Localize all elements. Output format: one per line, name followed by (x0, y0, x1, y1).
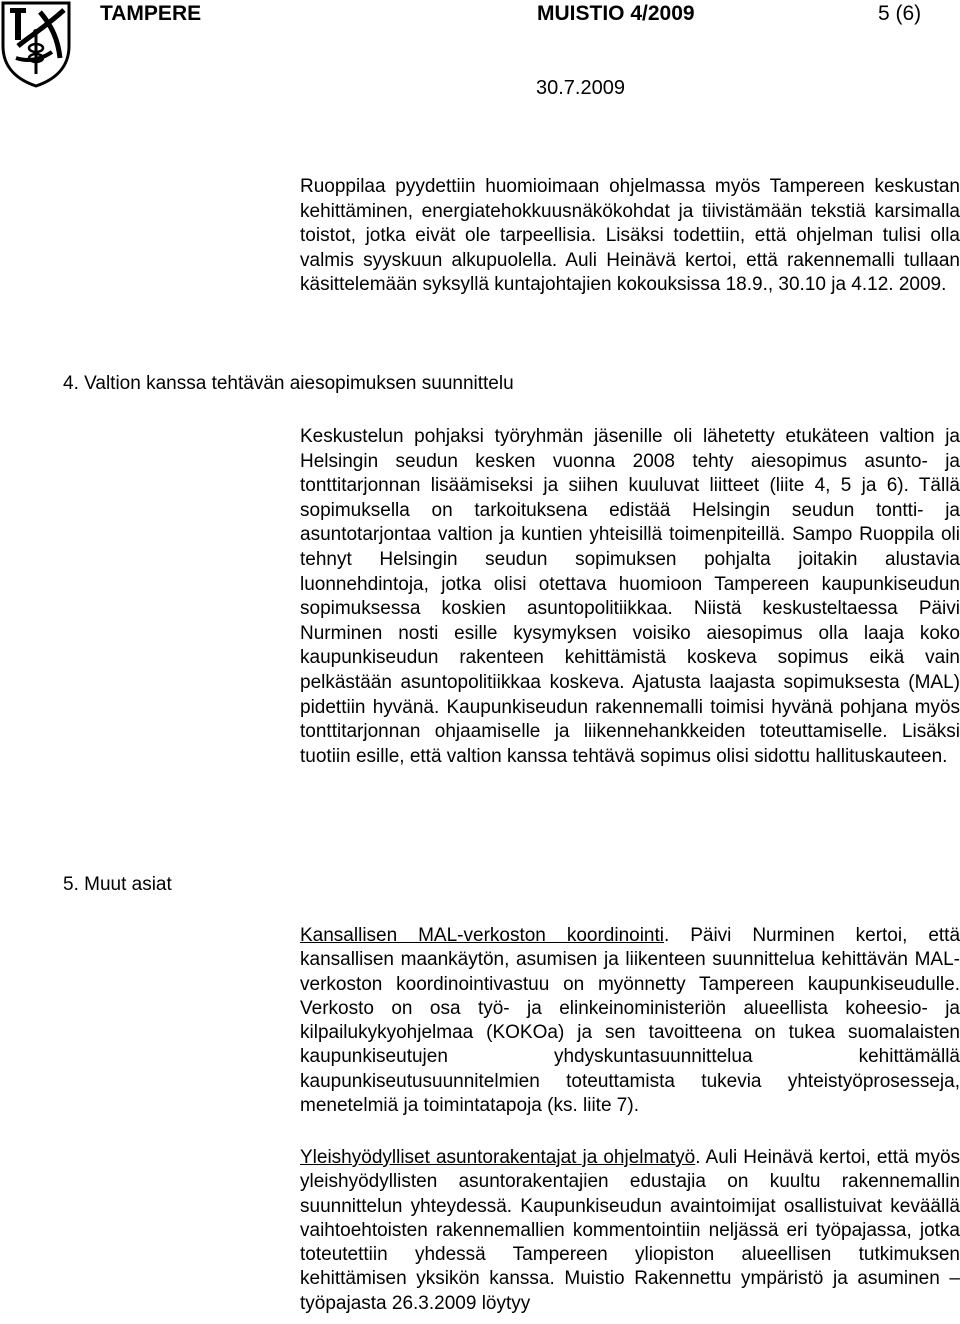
section-5-item-mal-network (300, 924, 960, 1118)
mal-network-text: . Päivi Nurminen kertoi, että kansallisen maankäytön, asumisen ja liikenteen suunnittelua kehittävän MAL-verkoston koordinointivastuu on myönnetty Tampereen kaupunkiseudulle. Verkosto on osa työ- ja elinkeinoministeriön alueellista koheesio- ja kilpailukykyohjelmaa (KOKOa) ja sen tavoitteena on tukea suomalaisten kaupunkiseutujen yhdyskuntasuunnittelua kehittämällä kaupunkiseutusuunnitelmien toteuttamista tukevia yhteistyöprosesseja, menetelmiä ja toimintatapoja (ks. liite 7). (300, 925, 960, 1117)
section-5-item-housing-builders (300, 1146, 960, 1316)
header-page-number: 5 (6) (878, 2, 922, 25)
section-4-paragraph: Keskustelun pohjaksi työryhmän jäsenille oli lähetetty etukäteen valtion ja Helsingin seudun kesken vuonna 2008 tehty aiesopimus asunto- ja tonttitarjonnan lisäämiseksi ja siihen kuuluvat liitteet (liite 4, 5 ja 6). Tällä sopimuksella on tarkoituksena edistää Helsingin seudun tontti- ja asuntotarjontaa valtion ja kuntien yhteisillä toimenpiteillä. Sampo Ruoppila oli tehnyt Helsingin seudun sopimuksen pohjalta joitakin alustavia luonnehdintoja, jotka olisi otettava huomioon Tampereen kaupunkiseudun sopimuksessa koskien asuntopolitiikkaa. Niistä keskusteltaessa Päivi Nurminen nosti esille kysymyksen voisiko aiesopimus olla laaja koko kaupunkiseudun rakenteen kehittämistä koskeva sopimus eikä vain pelkästään asuntopolitiikkaa koskeva. Ajatusta laajasta sopimuksesta (MAL) pidettiin hyvänä. Kaupunkiseudun rakennemalli toimisi hyvänä pohjana myös tonttitarjonnan ohjaamiselle ja liikennehankkeiden toteuttamiselle. Lisäksi tuotiin esille, että valtion kanssa tehtävä sopimus olisi sidottu hallituskauteen. (300, 426, 960, 767)
housing-builders-lead: Yleishyödylliset asuntorakentajat ja ohjelmatyö (300, 1147, 696, 1168)
tampere-coat-of-arms-logo (0, 0, 72, 88)
intro-paragraph: Ruoppilaa pyydettiin huomioimaan ohjelmassa myös Tampereen keskustan kehittäminen, energiatehokkuusnäkökohdat ja tiivistämään tekstiä karsimalla toistot, jotka eivät ole tarpeellisia. Lisäksi todettiin, että ohjelman tulisi olla valmis syyskuun alkupuolella. Auli Heinävä kertoi, että rakennemalli tullaan käsittelemään syksyllä kuntajohtajien kokouksissa 18.9., 30.10 ja 4.12. 2009. (300, 176, 960, 296)
header-date: 30.7.2009 (536, 77, 625, 99)
header-document-title: MUISTIO 4/2009 (537, 2, 695, 25)
section-4-heading: 4. Valtion kanssa tehtävän aiesopimuksen suunnittelu (63, 373, 514, 394)
housing-builders-text: . Auli Heinävä kertoi, että myös yleishyödyllisten asuntorakentajien edustajia on kuultu rakennemallin suunnittelun yhteydessä. Kaupunkiseudun avaintoimijat osallistuivat keväällä vaihtoehtoisten rakennemallien kommentointiin neljässä eri työpajassa, jotka toteutettiin yhdessä Tampereen yliopiston alueellisen tutkimuksen kehittämisen yksikön kanssa. Muistio Rakennettu ympäristö ja asuminen –työpajasta 26.3.2009 löytyy (300, 1147, 960, 1314)
mal-network-lead: Kansallisen MAL-verkoston koordinointi (300, 925, 664, 946)
header-city: TAMPERE (100, 2, 202, 25)
section-5-heading: 5. Muut asiat (63, 874, 172, 895)
